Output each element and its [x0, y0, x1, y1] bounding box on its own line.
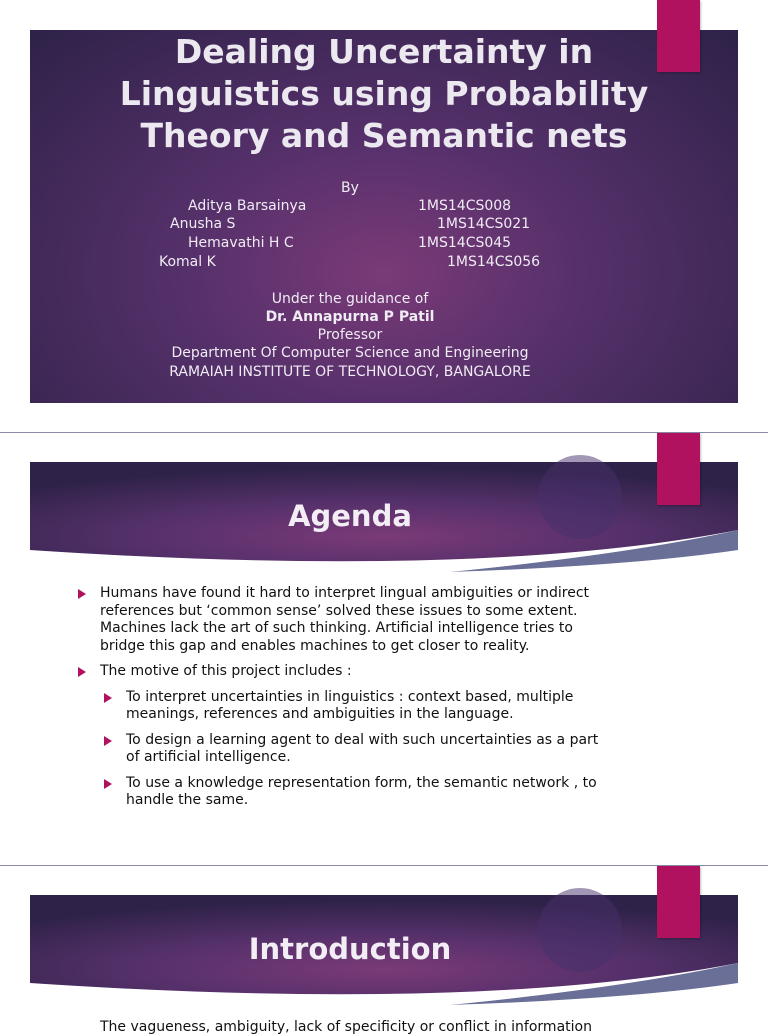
author-id: 1MS14CS056 [447, 254, 541, 270]
bullet-arrow-icon [104, 693, 112, 703]
guide-name: Dr. Annapurna P Patil [265, 309, 435, 325]
author-id: 1MS14CS045 [418, 235, 512, 251]
agenda-bullets [78, 585, 638, 818]
guidance-label: Under the guidance of [271, 291, 429, 307]
author-name: Komal K [159, 254, 216, 270]
author-id: 1MS14CS008 [418, 198, 512, 214]
guide-designation: Professor [317, 327, 383, 343]
agenda-title: Agenda [288, 499, 412, 533]
bullet-arrow-icon [104, 779, 112, 789]
author-name: Hemavathi H C [188, 235, 294, 251]
bullet-arrow-icon [78, 589, 86, 599]
department-name: Department Of Computer Science and Engineering [171, 345, 529, 361]
institute-name: RAMAIAH INSTITUTE OF TECHNOLOGY, BANGALORE [169, 364, 531, 380]
author-name: Aditya Barsainya [188, 198, 307, 214]
sub-bullet-item: To design a learning agent to deal with such uncertainties as a part of artificial intelligence. [104, 732, 638, 767]
sub-bullet-item: To interpret uncertainties in linguistics : context based, multiple meanings, references and ambiguities in the language. [104, 689, 638, 724]
author-id: 1MS14CS021 [437, 216, 531, 232]
introduction-title: Introduction [248, 932, 452, 966]
by-label: By [341, 180, 359, 196]
introduction-text: The vagueness, ambiguity, lack of specificity or conflict in information [100, 1019, 592, 1035]
slide-agenda [0, 433, 768, 865]
presentation-title: Dealing Uncertainty in Linguistics using Probability Theory and Semantic nets [119, 32, 649, 155]
slide-introduction [0, 866, 768, 1035]
bullet-item: Humans have found it hard to interpret lingual ambiguities or indirect references but ‘common sense’ solved these issues to some extent. Machines lack the art of such thinking. Artificial intelligence tries to bridge this gap and enables machines to get closer to reality. [78, 585, 638, 655]
bullet-arrow-icon [78, 667, 86, 677]
slide-title [0, 0, 768, 432]
bullet-item: The motive of this project includes : [78, 663, 638, 681]
sub-bullet-item: To use a knowledge representation form, the semantic network , to handle the same. [104, 775, 638, 810]
author-name: Anusha S [170, 216, 236, 232]
bullet-arrow-icon [104, 736, 112, 746]
accent-tab [657, 866, 700, 938]
accent-tab [657, 433, 700, 505]
